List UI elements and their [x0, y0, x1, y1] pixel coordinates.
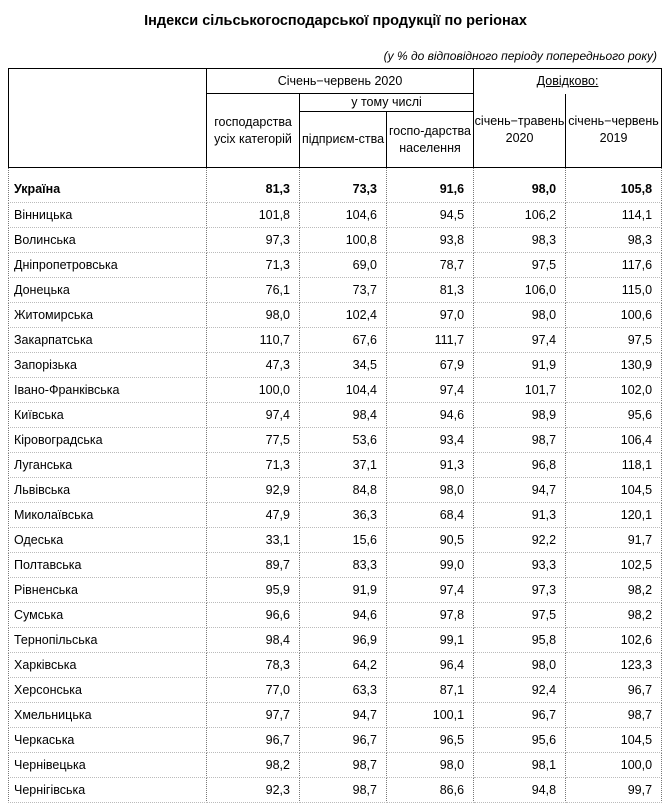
- value-jj2019: 105,8: [566, 168, 662, 203]
- value-ent: 73,3: [300, 168, 387, 203]
- value-all: 78,3: [207, 653, 300, 678]
- table-row: [9, 528, 662, 553]
- value-jm2020: 98,3: [474, 228, 566, 253]
- value-ent: 69,0: [300, 253, 387, 278]
- region-name: Полтавська: [9, 553, 207, 578]
- value-jm2020: 93,3: [474, 553, 566, 578]
- region-name: Львівська: [9, 478, 207, 503]
- value-jm2020: 91,3: [474, 503, 566, 528]
- value-jm2020: 96,8: [474, 453, 566, 478]
- value-jj2019: 91,7: [566, 528, 662, 553]
- table-row: [9, 328, 662, 353]
- value-all: 77,0: [207, 678, 300, 703]
- value-hh: 96,5: [387, 728, 474, 753]
- value-jm2020: 91,9: [474, 353, 566, 378]
- value-jj2019: 98,2: [566, 578, 662, 603]
- value-ent: 91,9: [300, 578, 387, 603]
- region-name: Одеська: [9, 528, 207, 553]
- value-jm2020: 98,0: [474, 653, 566, 678]
- value-jj2019: 102,6: [566, 628, 662, 653]
- value-hh: 100,1: [387, 703, 474, 728]
- value-jm2020: 97,5: [474, 253, 566, 278]
- value-all: 97,4: [207, 403, 300, 428]
- value-all: 89,7: [207, 553, 300, 578]
- value-hh: 86,6: [387, 778, 474, 803]
- table-row: [9, 428, 662, 453]
- value-hh: 111,7: [387, 328, 474, 353]
- value-hh: 97,4: [387, 578, 474, 603]
- table-row: [9, 278, 662, 303]
- value-jm2020: 94,8: [474, 778, 566, 803]
- value-all: 95,9: [207, 578, 300, 603]
- value-all: 98,4: [207, 628, 300, 653]
- value-all: 100,0: [207, 378, 300, 403]
- value-jj2019: 100,0: [566, 753, 662, 778]
- region-name: Миколаївська: [9, 503, 207, 528]
- value-jj2019: 130,9: [566, 353, 662, 378]
- value-ent: 96,7: [300, 728, 387, 753]
- value-all: 71,3: [207, 453, 300, 478]
- region-name: Дніпропетровська: [9, 253, 207, 278]
- enterprises-header: підприєм-ства: [300, 112, 387, 168]
- value-hh: 90,5: [387, 528, 474, 553]
- value-all: 97,3: [207, 228, 300, 253]
- value-ent: 73,7: [300, 278, 387, 303]
- value-jj2019: 117,6: [566, 253, 662, 278]
- table-row: [9, 753, 662, 778]
- value-jj2019: 118,1: [566, 453, 662, 478]
- value-hh: 99,1: [387, 628, 474, 653]
- value-jm2020: 101,7: [474, 378, 566, 403]
- value-ent: 37,1: [300, 453, 387, 478]
- value-ent: 100,8: [300, 228, 387, 253]
- value-ent: 98,7: [300, 753, 387, 778]
- region-name: Харківська: [9, 653, 207, 678]
- value-jj2019: 98,2: [566, 603, 662, 628]
- region-name: Тернопільська: [9, 628, 207, 653]
- region-name: Україна: [9, 168, 207, 203]
- value-jm2020: 98,9: [474, 403, 566, 428]
- value-hh: 67,9: [387, 353, 474, 378]
- region-name: Хмельницька: [9, 703, 207, 728]
- value-ent: 94,6: [300, 603, 387, 628]
- value-jj2019: 123,3: [566, 653, 662, 678]
- value-hh: 94,6: [387, 403, 474, 428]
- value-jm2020: 97,4: [474, 328, 566, 353]
- value-jj2019: 97,5: [566, 328, 662, 353]
- table-row: [9, 168, 662, 203]
- value-all: 92,3: [207, 778, 300, 803]
- table-row: [9, 728, 662, 753]
- table-row: [9, 228, 662, 253]
- table-subtitle: (у % до відповідного періоду попереднього року): [383, 49, 657, 63]
- value-all: 101,8: [207, 203, 300, 228]
- value-all: 33,1: [207, 528, 300, 553]
- value-ent: 94,7: [300, 703, 387, 728]
- value-jm2020: 96,7: [474, 703, 566, 728]
- including-header: у тому числі: [300, 94, 474, 112]
- table-row: [9, 203, 662, 228]
- value-hh: 98,0: [387, 478, 474, 503]
- value-ent: 67,6: [300, 328, 387, 353]
- value-all: 77,5: [207, 428, 300, 453]
- region-name: Чернігівська: [9, 778, 207, 803]
- value-hh: 81,3: [387, 278, 474, 303]
- reference-header: [474, 69, 662, 94]
- value-all: 98,2: [207, 753, 300, 778]
- table-row: [9, 353, 662, 378]
- value-jm2020: 92,4: [474, 678, 566, 703]
- region-name: Запорізька: [9, 353, 207, 378]
- value-jm2020: 97,3: [474, 578, 566, 603]
- value-hh: 98,0: [387, 753, 474, 778]
- value-jj2019: 98,3: [566, 228, 662, 253]
- table-row: [9, 553, 662, 578]
- households-header: госпо-дарства населення: [387, 112, 474, 168]
- value-hh: 97,4: [387, 378, 474, 403]
- region-name: Черкаська: [9, 728, 207, 753]
- value-jm2020: 92,2: [474, 528, 566, 553]
- region-name: Волинська: [9, 228, 207, 253]
- value-all: 47,9: [207, 503, 300, 528]
- value-ent: 34,5: [300, 353, 387, 378]
- value-jj2019: 104,5: [566, 478, 662, 503]
- value-jm2020: 98,0: [474, 168, 566, 203]
- value-ent: 15,6: [300, 528, 387, 553]
- value-jj2019: 106,4: [566, 428, 662, 453]
- table-row: [9, 653, 662, 678]
- region-name: Херсонська: [9, 678, 207, 703]
- table-row: [9, 253, 662, 278]
- value-hh: 97,0: [387, 303, 474, 328]
- value-ent: 104,4: [300, 378, 387, 403]
- region-name: Рівненська: [9, 578, 207, 603]
- value-all: 96,7: [207, 728, 300, 753]
- value-jm2020: 98,0: [474, 303, 566, 328]
- region-header-cell: [9, 69, 207, 168]
- value-jj2019: 95,6: [566, 403, 662, 428]
- reference-label: Довідково:: [536, 73, 599, 88]
- region-name: Закарпатська: [9, 328, 207, 353]
- value-all: 96,6: [207, 603, 300, 628]
- value-jj2019: 102,0: [566, 378, 662, 403]
- all-categories-header: господарства усіх категорій: [207, 94, 300, 168]
- value-ent: 96,9: [300, 628, 387, 653]
- region-name: Житомирська: [9, 303, 207, 328]
- value-jm2020: 95,8: [474, 628, 566, 653]
- region-name: Івано-Франківська: [9, 378, 207, 403]
- value-all: 98,0: [207, 303, 300, 328]
- value-ent: 64,2: [300, 653, 387, 678]
- table-row: [9, 628, 662, 653]
- value-hh: 94,5: [387, 203, 474, 228]
- value-all: 110,7: [207, 328, 300, 353]
- page-title: Індекси сільськогосподарської продукції по регіонах: [144, 13, 527, 29]
- value-hh: 91,3: [387, 453, 474, 478]
- region-name: Кіровоградська: [9, 428, 207, 453]
- value-hh: 91,6: [387, 168, 474, 203]
- table-row: [9, 378, 662, 403]
- value-hh: 78,7: [387, 253, 474, 278]
- table-row: [9, 478, 662, 503]
- value-jj2019: 115,0: [566, 278, 662, 303]
- value-jj2019: 100,6: [566, 303, 662, 328]
- table-row: [9, 303, 662, 328]
- value-jm2020: 98,7: [474, 428, 566, 453]
- value-jm2020: 97,5: [474, 603, 566, 628]
- table-row: [9, 603, 662, 628]
- value-ent: 83,3: [300, 553, 387, 578]
- table-body: [9, 168, 662, 803]
- value-ent: 53,6: [300, 428, 387, 453]
- table-row: [9, 678, 662, 703]
- value-ent: 36,3: [300, 503, 387, 528]
- table-row: [9, 503, 662, 528]
- value-hh: 97,8: [387, 603, 474, 628]
- value-all: 92,9: [207, 478, 300, 503]
- value-jj2019: 120,1: [566, 503, 662, 528]
- value-all: 71,3: [207, 253, 300, 278]
- table-row: [9, 578, 662, 603]
- jan-jun-2019-header: січень−червень 2019: [566, 94, 662, 168]
- region-name: Чернівецька: [9, 753, 207, 778]
- value-ent: 98,4: [300, 403, 387, 428]
- period-header: Січень−червень 2020: [207, 69, 474, 94]
- value-jm2020: 98,1: [474, 753, 566, 778]
- region-name: Донецька: [9, 278, 207, 303]
- value-ent: 104,6: [300, 203, 387, 228]
- region-name: Київська: [9, 403, 207, 428]
- value-all: 97,7: [207, 703, 300, 728]
- regional-index-table: [8, 68, 662, 803]
- value-hh: 87,1: [387, 678, 474, 703]
- value-hh: 68,4: [387, 503, 474, 528]
- value-hh: 93,8: [387, 228, 474, 253]
- value-all: 47,3: [207, 353, 300, 378]
- value-ent: 98,7: [300, 778, 387, 803]
- value-jj2019: 96,7: [566, 678, 662, 703]
- value-jm2020: 94,7: [474, 478, 566, 503]
- value-jm2020: 95,6: [474, 728, 566, 753]
- value-jj2019: 104,5: [566, 728, 662, 753]
- value-all: 81,3: [207, 168, 300, 203]
- table-row: [9, 403, 662, 428]
- table-row: [9, 703, 662, 728]
- table-row: [9, 778, 662, 803]
- value-jm2020: 106,0: [474, 278, 566, 303]
- value-jj2019: 102,5: [566, 553, 662, 578]
- value-jj2019: 99,7: [566, 778, 662, 803]
- region-name: Вінницька: [9, 203, 207, 228]
- value-all: 76,1: [207, 278, 300, 303]
- value-jj2019: 114,1: [566, 203, 662, 228]
- value-hh: 99,0: [387, 553, 474, 578]
- value-ent: 63,3: [300, 678, 387, 703]
- value-ent: 102,4: [300, 303, 387, 328]
- table-row: [9, 453, 662, 478]
- value-jm2020: 106,2: [474, 203, 566, 228]
- value-jj2019: 98,7: [566, 703, 662, 728]
- value-hh: 96,4: [387, 653, 474, 678]
- value-ent: 84,8: [300, 478, 387, 503]
- jan-may-2020-header: січень−травень 2020: [474, 94, 566, 168]
- region-name: Луганська: [9, 453, 207, 478]
- region-name: Сумська: [9, 603, 207, 628]
- value-hh: 93,4: [387, 428, 474, 453]
